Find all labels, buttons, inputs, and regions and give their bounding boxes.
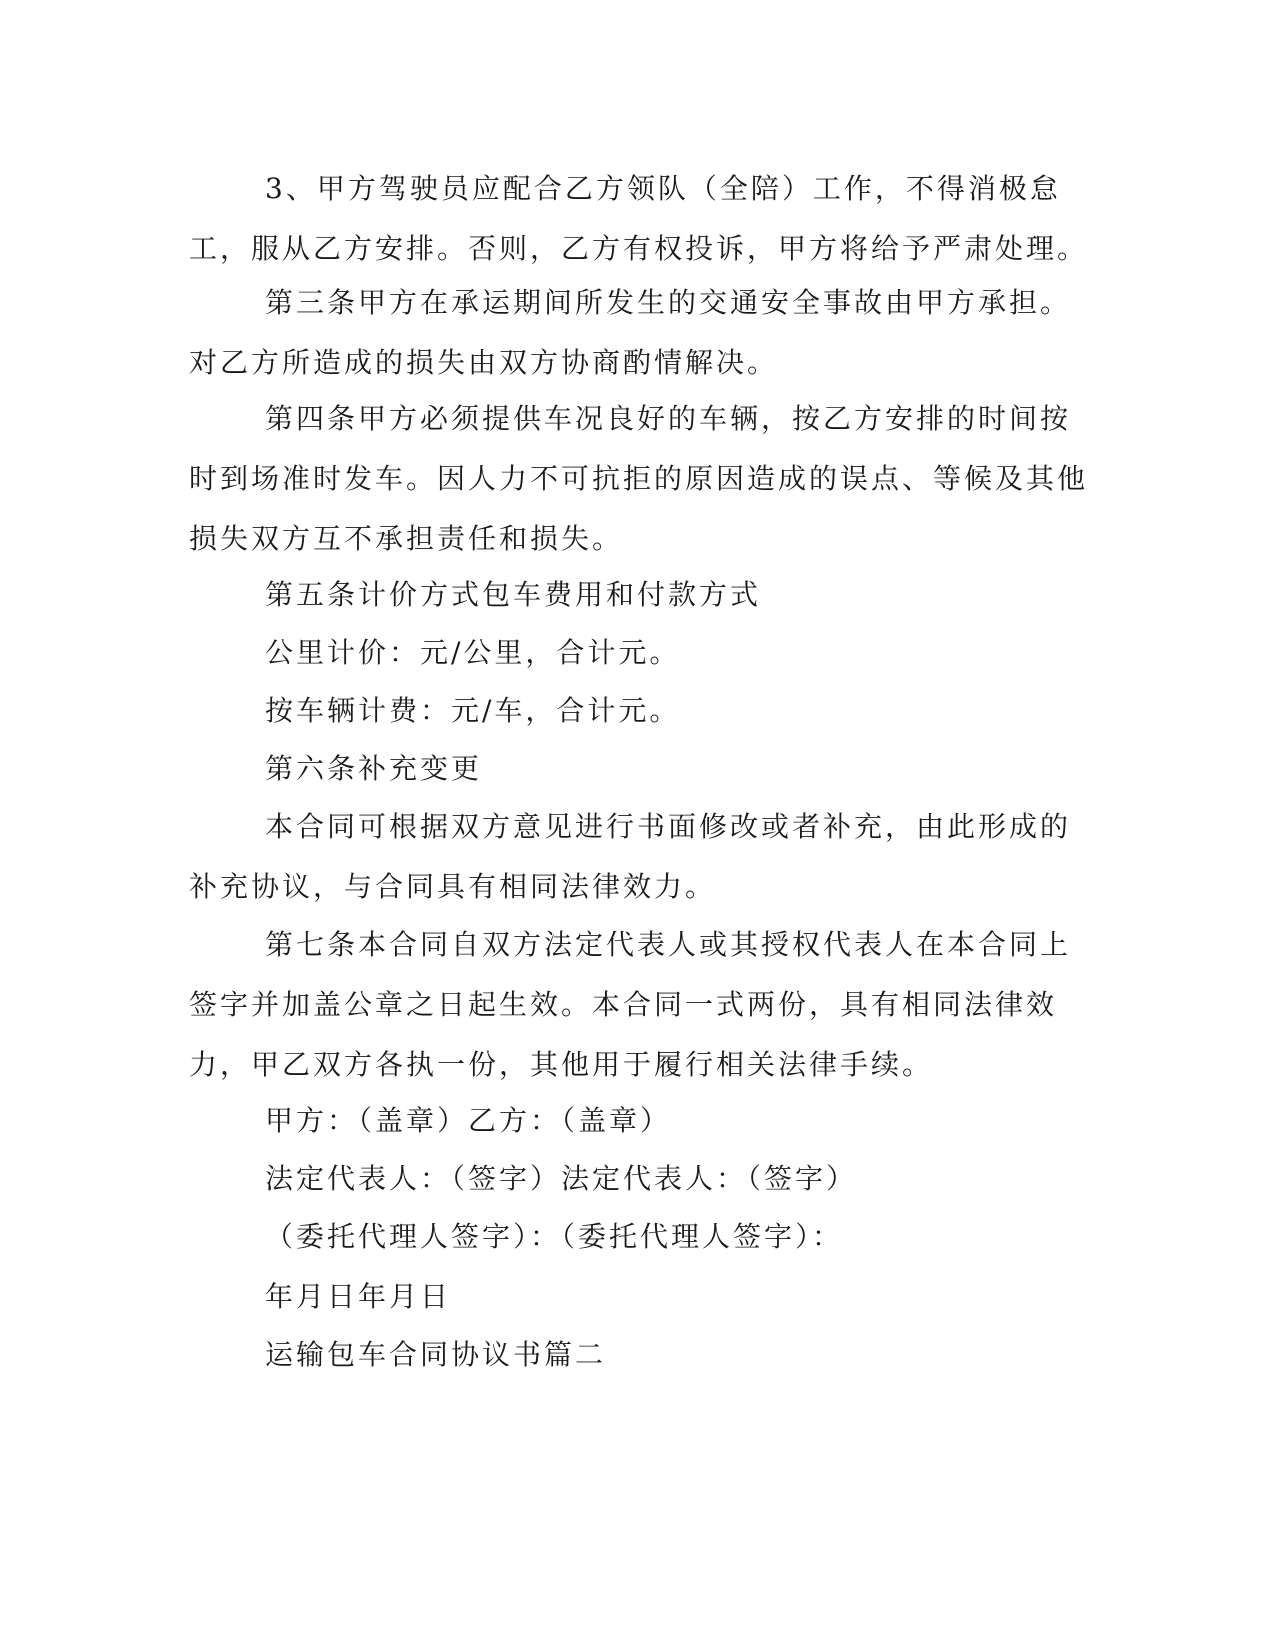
paragraph-article-4: 第四条甲方必须提供车况良好的车辆，按乙方安排的时间按时到场准时发车。因人力不可抗拒的原因造成的误点、等候及其他损失双方互不承担责任和损失。 <box>189 402 1089 555</box>
paragraph-km-pricing: 公里计价：元/公里，合计元。 <box>265 636 681 669</box>
paragraph-vehicle-pricing: 按车辆计费：元/车，合计元。 <box>265 694 681 727</box>
paragraph-legal-representatives: 法定代表人：（签字）法定代表人：（签字） <box>265 1162 858 1195</box>
paragraph-article-5-heading: 第五条计价方式包车费用和付款方式 <box>265 578 762 611</box>
paragraph-amendments: 本合同可根据双方意见进行书面修改或者补充，由此形成的补充协议，与合同具有相同法律效力。 <box>189 810 1072 903</box>
paragraph-dates: 年月日年月日 <box>265 1280 452 1313</box>
paragraph-authorized-agents: （委托代理人签字）：（委托代理人签字）： <box>265 1220 844 1253</box>
paragraph-article-7: 第七条本合同自双方法定代表人或其授权代表人在本合同上签字并加盖公章之日起生效。本合同一式两份，具有相同法律效力，甲乙双方各执一份，其他用于履行相关法律手续。 <box>189 928 1072 1081</box>
paragraph-section-title: 运输包车合同协议书篇二 <box>265 1338 607 1371</box>
paragraph-party-seals: 甲方：（盖章）乙方：（盖章） <box>265 1104 672 1137</box>
paragraph-driver-cooperation: 3、甲方驾驶员应配合乙方领队（全陪）工作，不得消极怠工，服从乙方安排。否则，乙方有权投诉，甲方将给予严肃处理。 <box>189 172 1089 265</box>
paragraph-article-3: 第三条甲方在承运期间所发生的交通安全事故由甲方承担。对乙方所造成的损失由双方协商酌情解决。 <box>189 286 1072 379</box>
paragraph-article-6-heading: 第六条补充变更 <box>265 752 483 785</box>
